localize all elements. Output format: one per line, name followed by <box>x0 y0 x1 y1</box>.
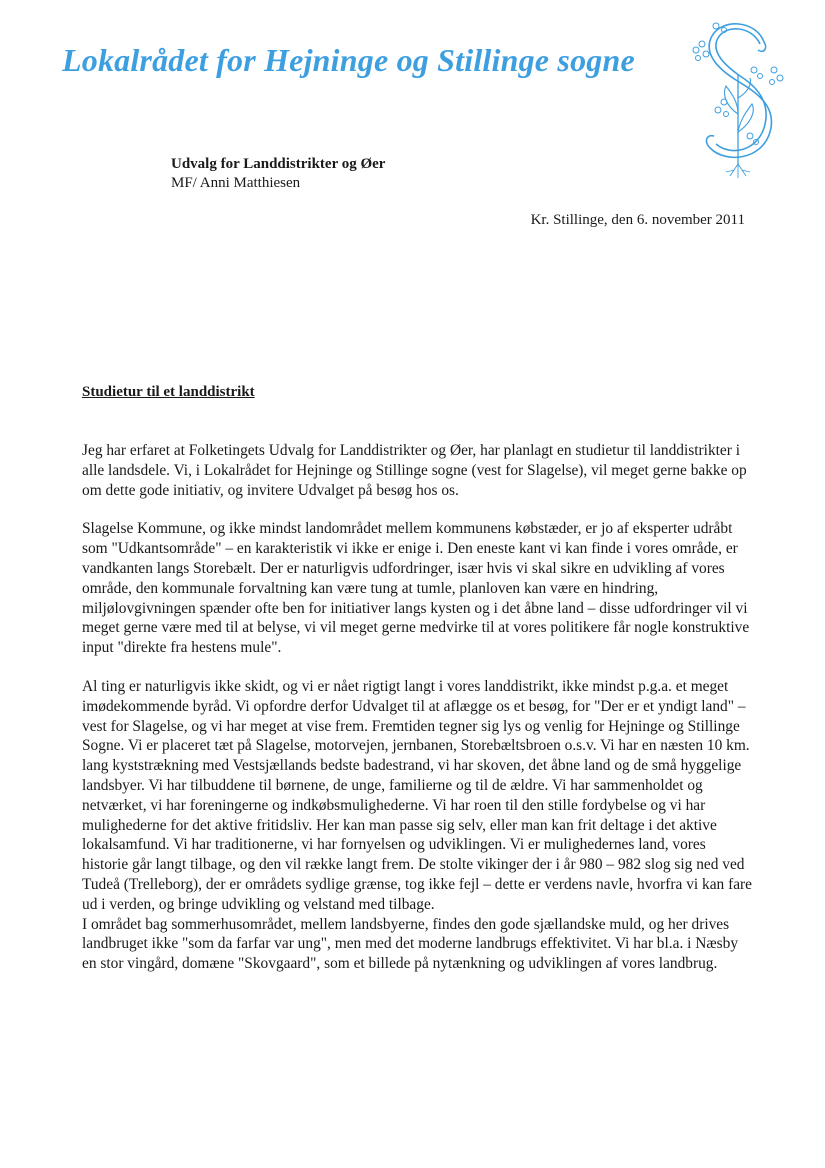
recipient-block <box>171 155 385 193</box>
body-paragraph: I området bag sommerhusområdet, mellem landsbyerne, findes den gode sjællandske muld, og her drives landbruget ikke "som da farfar var ung", men med det moderne landbrugs effektivitet. Vi har bl.a. i Næsby en stor vingård, domæne "Skovgaard", som et billede på nytænkning og udviklingen af vores landbrug. <box>82 915 739 973</box>
dateline: Kr. Stillinge, den 6. november 2011 <box>530 212 745 228</box>
body-paragraph: Slagelse Kommune, og ikke mindst landområdet mellem kommunens købstæder, er jo af eksperter udråbt som "Udkantsområde" – en karakteristik vi ikke er enige i. Den eneste kant vi kan finde i vores område, er vandkanten langs Storebælt. Der er naturligvis udfordringer, især hvis vi skal sikre en udvikling af vores område, den kommunale forvaltning kan være tung at tumle, planloven kan være en hindring, miljølovgivningen spænder ofte ben for initiativer langs kysten og i det åbne land – disse udfordringer vil vi meget gerne være med til at belyse, vi vil meget gerne medvirke til at vores politikere får nogle konstruktive input "direkte fra hestens mule". <box>82 520 750 657</box>
recipient-committee: Udvalg for Landdistrikter og Øer <box>171 156 386 172</box>
recipient-attention: MF/ Anni Matthiesen <box>171 175 301 191</box>
letterhead-title: Lokalrådet for Hejninge og Stillinge sogne <box>62 42 635 78</box>
letter-body <box>82 441 754 993</box>
body-paragraph: Al ting er naturligvis ikke skidt, og vi er nået rigtigt langt i vores landdistrikt, ikke mindst p.g.a. et meget imødekommende byråd. Vi opfordre derfor Udvalget til at aflægge os et besøg, for "Der er et yndigt land" – vest for Slagelse, og vi har meget at vise frem. Fremtiden tegner sig lys og venlig for Hejninge og Stillinge Sogne. Vi er placeret tæt på Slagelse, motorvejen, jernbanen, Storebæltsbroen o.s.v. Vi har en næsten 10 km. lang kyststrækning med Vestsjællands bedste badestrand, vi har skoven, det åbne land og de små hyggelige landsbyer. Vi har tilbuddene til børnene, de unge, familierne og til de ældre. Vi har sammenholdet og netværket, vi har foreningerne og indkøbsmulighederne. Vi har roen til den stille fordybelse og vi har mulighederne for det aktive fritidsliv. Her kan man passe sig selv, eller man kan frit deltage i det aktive lokalsamfund. Vi har traditionerne, vi har fornyelsen og udviklingen. Vi er mulighedernes land, vores historie går langt tilbage, og den vil række langt frem. De stolte vikinger der i år 980 – 982 slog sig ned ved Tudeå (Trelleborg), der er områdets sydlige grænse, tog ikke fejl – dette er verdens navle, hvorfra vi kan fare ud i verden, og bringe udvikling og velstand med tilbage. <box>82 677 753 913</box>
subject-heading: Studietur til et landdistrikt <box>82 384 255 400</box>
body-paragraph: Jeg har erfaret at Folketingets Udvalg for Landdistrikter og Øer, har planlagt en studietur til landdistrikter i alle landsdele. Vi, i Lokalrådet for Hejninge og Stillinge sogne (vest for Slagelse), vil meget gerne bakke op om dette gode initiativ, og invitere Udvalget på besøg hos os. <box>82 442 747 499</box>
flower-s-logo-icon <box>686 14 786 182</box>
